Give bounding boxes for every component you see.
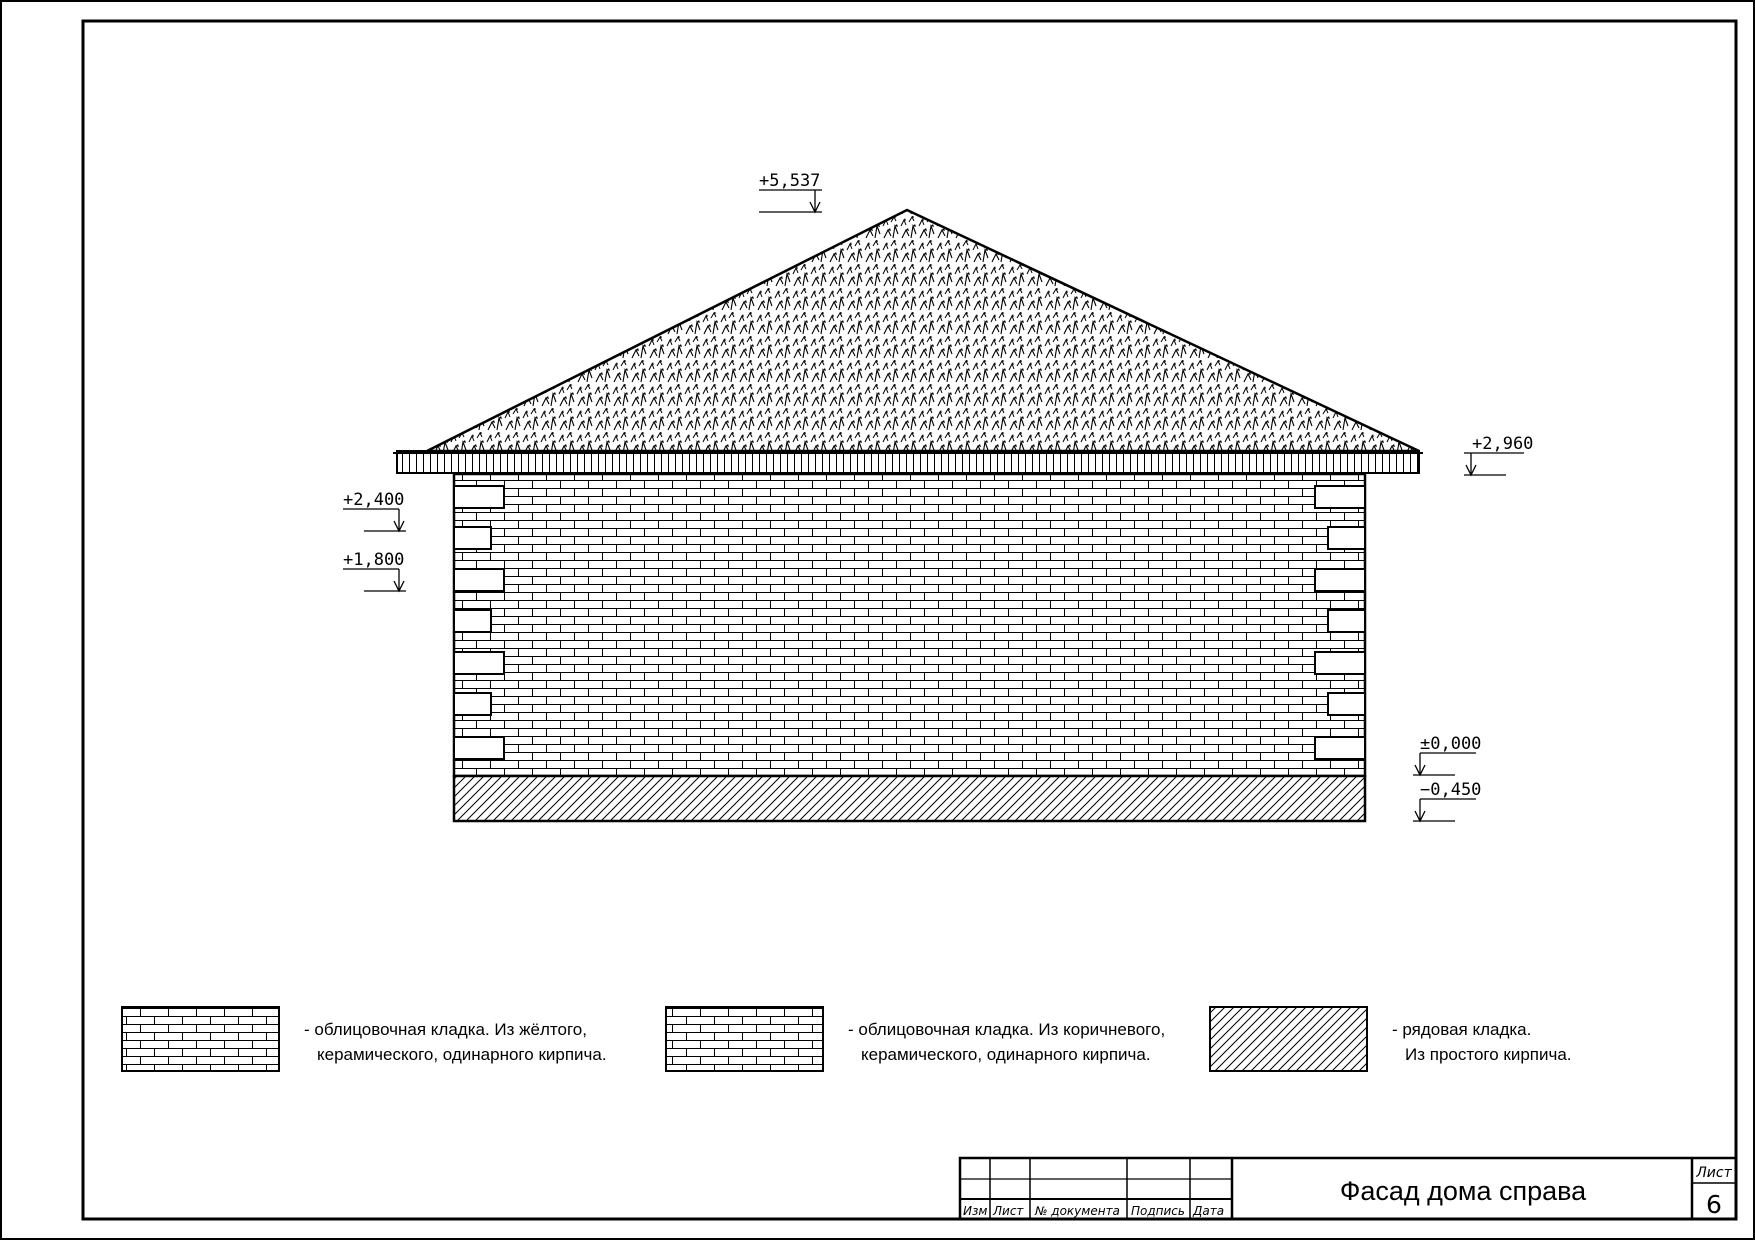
legend-yellow-line1: - облицовочная кладка. Из жёлтого,: [304, 1020, 587, 1039]
roof: [427, 210, 1419, 451]
legend-swatch-yellow-brick: [122, 1007, 279, 1071]
elevation-mark-eaves: [1464, 434, 1533, 475]
title-block-header-sheet: Лист: [993, 1204, 1024, 1218]
elevation-lower-label: +1,800: [343, 550, 405, 570]
drawing-title: Фасад дома справа: [1339, 1176, 1587, 1206]
legend-common-line1: - рядовая кладка.: [1392, 1020, 1532, 1039]
elevation-mark-zero: [1413, 734, 1481, 775]
legend-item-brown-brick: [666, 1007, 1165, 1071]
legend-common-line2: Из простого кирпича.: [1405, 1045, 1572, 1064]
title-block-header-document: № документа: [1035, 1204, 1120, 1218]
elevation-mark-upper: [343, 490, 406, 531]
elevation-zero-label: ±0,000: [1420, 734, 1482, 754]
title-block-header-signature: Подпись: [1131, 1204, 1185, 1218]
plinth: [454, 776, 1365, 821]
brick-wall: [454, 474, 1365, 776]
legend-brown-line1: - облицовочная кладка. Из коричневого,: [848, 1020, 1166, 1039]
sheet-label: Лист: [1696, 1165, 1732, 1181]
legend-item-yellow-brick: [122, 1007, 607, 1071]
elevation-mark-ground: [1413, 780, 1481, 821]
legend-item-common-brick: [1210, 1007, 1572, 1071]
elevation-mark-ridge: [759, 171, 822, 212]
sheet-number: 6: [1706, 1190, 1722, 1219]
legend-brown-line2: керамического, одинарного кирпича.: [861, 1045, 1151, 1064]
elevation-ridge-label: +5,537: [759, 171, 821, 191]
title-block-header-revision: Изм: [963, 1204, 988, 1218]
roof-fascia: [397, 451, 1419, 473]
elevation-ground-label: −0,450: [1420, 780, 1482, 800]
legend-yellow-line2: керамического, одинарного кирпича.: [317, 1045, 607, 1064]
elevation-eaves-label: +2,960: [1472, 434, 1534, 454]
elevation-mark-lower: [343, 550, 406, 591]
elevation-upper-label: +2,400: [343, 490, 405, 510]
title-block-header-date: Дата: [1193, 1204, 1225, 1218]
legend-swatch-common-brick: [1210, 1007, 1367, 1071]
legend-swatch-brown-brick: [666, 1007, 823, 1071]
